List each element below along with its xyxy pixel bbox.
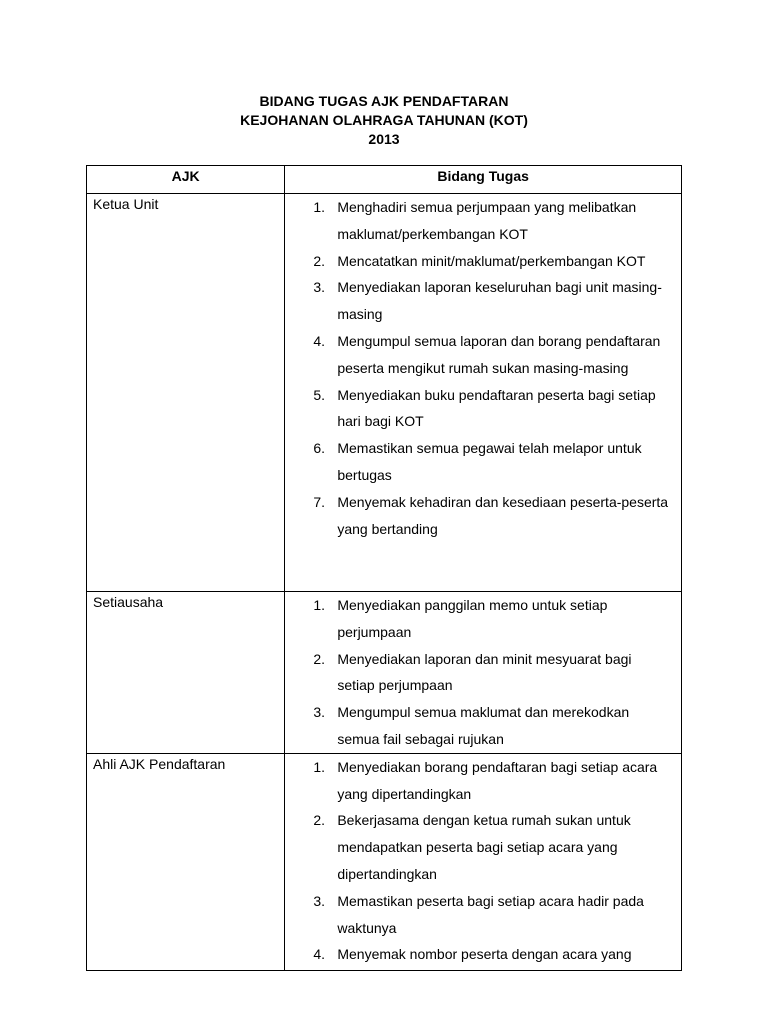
task-text: Mengumpul semua laporan dan borang pendaftaran peserta mengikut rumah sukan masing-masing: [337, 332, 661, 376]
ajk-role-cell: Ketua Unit: [87, 194, 285, 592]
task-number: 1.: [313, 597, 326, 613]
list-item: [285, 328, 671, 382]
task-text: Menyediakan panggilan memo untuk setiap perjumpaan: [337, 597, 608, 640]
title-line-1: BIDANG TUGAS AJK PENDAFTARAN: [259, 93, 509, 109]
table-row: [87, 194, 682, 592]
task-number: 3.: [313, 892, 326, 909]
tasks-cell: [285, 194, 682, 592]
list-item: [285, 754, 671, 808]
header-ajk: AJK: [87, 166, 285, 194]
task-number: 2.: [313, 812, 326, 829]
duty-table: [86, 165, 682, 971]
list-item: [285, 435, 671, 489]
task-text: Mengumpul semua maklumat dan merekodkan semua fail sebagai rujukan: [337, 704, 630, 747]
task-number: 1.: [313, 758, 326, 775]
list-item: [285, 592, 671, 646]
task-text: Bekerjasama dengan ketua rumah sukan untuk mendapatkan peserta bagi setiap acara yang dipertandingkan: [337, 812, 631, 882]
task-number: 5.: [313, 386, 326, 403]
tasks-cell: [285, 753, 682, 970]
header-bidang-tugas: Bidang Tugas: [285, 166, 682, 194]
task-text: Menyemak kehadiran dan kesediaan peserta-peserta yang bertanding: [337, 493, 669, 537]
title-line-2: KEJOHANAN OLAHRAGA TAHUNAN (KOT): [240, 112, 528, 128]
tasks-cell: [285, 592, 682, 754]
ajk-role-cell: Setiausaha: [87, 592, 285, 754]
list-item: [285, 194, 671, 248]
task-text: Memastikan peserta bagi setiap acara hadir pada waktunya: [337, 892, 644, 936]
task-text: Menyediakan laporan keseluruhan bagi unit masing-masing: [337, 279, 662, 323]
task-list: [285, 754, 671, 968]
task-text: Menyediakan laporan dan minit mesyuarat bagi setiap perjumpaan: [337, 650, 632, 694]
task-text: Mencatatkan minit/maklumat/perkembangan KOT: [337, 252, 646, 269]
list-item: [285, 699, 671, 753]
list-item: [285, 941, 671, 968]
task-list: [285, 194, 671, 542]
task-number: 1.: [313, 199, 326, 215]
ajk-role-cell: Ahli AJK Pendaftaran: [87, 753, 285, 970]
task-number: 7.: [313, 493, 326, 510]
task-text: Menyediakan borang pendaftaran bagi setiap acara yang dipertandingkan: [337, 758, 658, 802]
task-number: 2.: [313, 650, 326, 667]
task-text: Menyediakan buku pendaftaran peserta bagi setiap hari bagi KOT: [337, 386, 656, 430]
task-list: [285, 592, 671, 753]
list-item: [285, 274, 671, 328]
list-item: [285, 807, 671, 887]
task-number: 3.: [313, 704, 326, 721]
task-number: 6.: [313, 440, 326, 457]
title-line-3: 2013: [368, 131, 400, 147]
task-text: Menyemak nombor peserta dengan acara yang: [337, 946, 632, 963]
task-number: 2.: [313, 252, 326, 269]
list-item: [285, 489, 671, 543]
table-row: [87, 753, 682, 970]
document-title: [0, 92, 768, 149]
task-number: 3.: [313, 279, 326, 296]
list-item: [285, 646, 671, 700]
list-item: [285, 248, 671, 275]
list-item: [285, 382, 671, 436]
task-number: 4.: [313, 946, 326, 963]
task-text: Menghadiri semua perjumpaan yang melibatkan maklumat/perkembangan KOT: [337, 199, 637, 242]
tasks-clip: [285, 754, 671, 969]
table-row: [87, 592, 682, 754]
task-text: Memastikan semua pegawai telah melapor untuk bertugas: [337, 440, 642, 483]
table-header-row: [87, 166, 682, 194]
list-item: [285, 888, 671, 942]
task-number: 4.: [313, 332, 326, 349]
